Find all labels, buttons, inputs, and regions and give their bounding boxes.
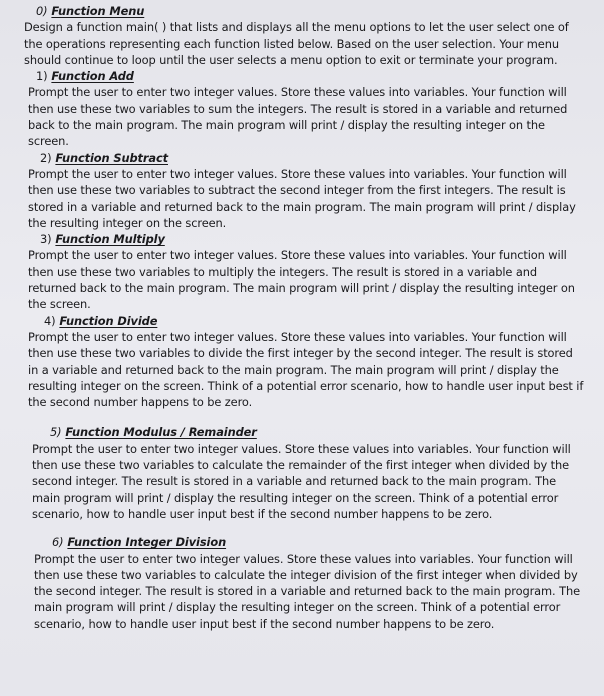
section-heading [24, 534, 584, 550]
section-heading [24, 150, 584, 166]
section-spacer [24, 522, 584, 534]
section-body: Prompt the user to enter two integer values. Store these values into variables. Your function will then use these two variables to subtract the second integer from the first integers. The result is stored in a variable and returned back to the main program. The main program will print / display the resulting integer on the screen. [28, 166, 576, 230]
section-function-subtract [24, 150, 584, 231]
section-function-divide [24, 313, 584, 411]
section-body: Prompt the user to enter two integer values. Store these values into variables. Your function will then use these two variables to divide the first integer by the second integer. The result is stored in a variable and returned back to the main program. The main program will print / display the resulting integer on the screen. Think of a potential error scenario, how to handle user input best if the second number happens to be zero. [28, 329, 584, 410]
section-function-menu [24, 3, 584, 68]
section-number: 3) [40, 232, 52, 247]
section-body: Prompt the user to enter two integer values. Store these values into variables. Your function will then use these two variables to sum the integers. The result is stored in a variable and returned back to the main program. The main program will print / display the resulting integer on the screen. [28, 85, 568, 149]
section-heading [24, 68, 584, 84]
section-heading [24, 424, 584, 440]
section-heading [24, 3, 584, 19]
section-body: Design a function main( ) that lists and displays all the menu options to let the user select one of the operations representing each function listed below. Based on the user selection. Your menu should continue to loop until the user selects a menu option to exit or terminate your program. [24, 20, 569, 67]
section-heading [24, 231, 584, 247]
section-body: Prompt the user to enter two integer values. Store these values into variables. Your function will then use these two variables to calculate the remainder of the first integer when divided by the second integer. The result is stored in a variable and returned back to the main program. The main program will print / display the resulting integer on the screen. Think of a potential error scenario, how to handle user input best if the second number happens to be zero. [32, 441, 571, 521]
section-title: Function Subtract [55, 150, 168, 165]
section-number: 4) [44, 313, 56, 328]
section-function-multiply [24, 231, 584, 312]
section-number: 1) [36, 69, 48, 84]
section-body: Prompt the user to enter two integer values. Store these values into variables. Your function will then use these two variables to multiply the integers. The result is stored in a variable and returned back to the main program. The main program will print / display the resulting integer on the screen. [28, 248, 575, 312]
section-number: 5) [50, 425, 62, 440]
section-function-add [24, 68, 584, 149]
section-number: 0) [36, 4, 48, 18]
section-title: Function Add [51, 69, 134, 84]
section-spacer [24, 410, 584, 424]
section-heading [24, 313, 584, 329]
section-function-modulus [24, 424, 584, 522]
section-title: Function Menu [51, 4, 145, 18]
section-body: Prompt the user to enter two integer values. Store these values into variables. Your function will then use these two variables to calculate the integer division of the first integer when divided by the second integer. The result is stored in a variable and returned back to the main program. The main program will print / display the resulting integer on the screen. Think of a potential error scenario, how to handle user input best if the second number happens to be zero. [34, 551, 580, 631]
section-title: Function Divide [59, 313, 158, 328]
section-number: 6) [52, 535, 64, 550]
section-title: Function Multiply [55, 232, 165, 247]
section-title: Function Modulus / Remainder [65, 425, 257, 440]
section-number: 2) [40, 150, 52, 165]
section-title: Function Integer Division [67, 535, 227, 550]
section-function-integer-division [24, 534, 584, 632]
